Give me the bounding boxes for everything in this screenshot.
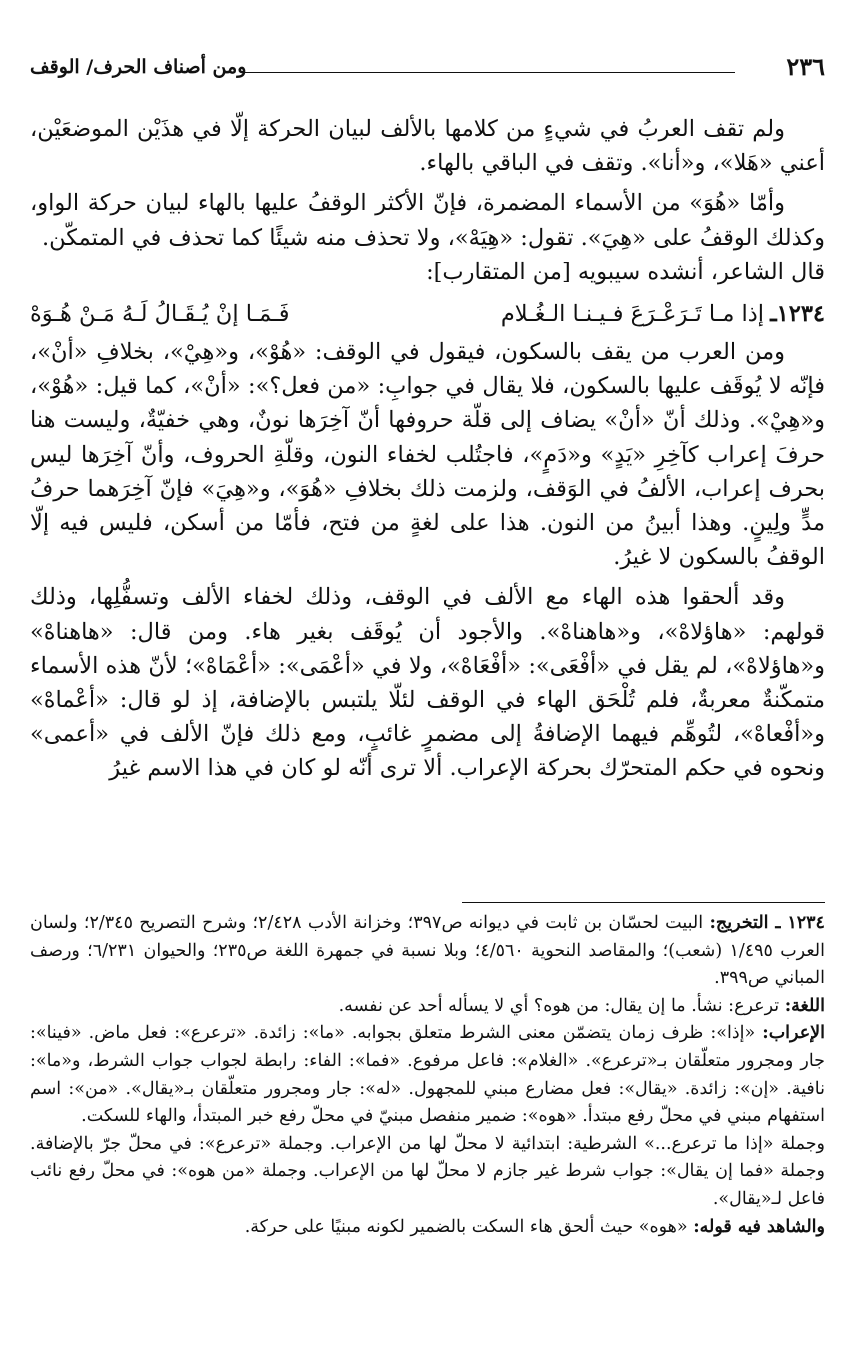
footnote-shahid	[30, 1214, 825, 1242]
footnote-jumla: وجملة «إذا ما ترعرع...» الشرطية: ابتدائية لا محلّ لها من الإعراب. وجملة «ترعرع»: في محلّ جرّ بالإضافة. وجملة «فما إن يقال»: جواب شرط غير جازم لا محلّ لها من الإعراب. وجملة «من هوه»: في محلّ رفع نائب فاعل لـ«يقال».	[30, 1133, 825, 1209]
takhrij-label: ١٢٣٤ ـ التخريج:	[709, 913, 825, 933]
footnote-rule	[462, 902, 825, 903]
lugha-text: ترعرع: نشأ. ما إن يقال: من هوه؟ أي لا يسأله أحد عن نفسه.	[338, 995, 780, 1016]
verse-number: ١٢٣٤ـ	[770, 301, 825, 328]
shahid-label: والشاهد فيه قوله:	[693, 1216, 825, 1237]
footnote-takhrij	[30, 910, 825, 993]
lugha-label: اللغة:	[784, 995, 825, 1016]
takhrij-text: البيت لحسّان بن ثابت في ديوانه ص٣٩٧؛ وخزانة الأدب ٢/٤٢٨؛ وشرح التصريح ٢/٣٤٥؛ ولسان العرب ١/٤٩٥ (شعب)؛ والمقاصد النحوية ٤/٥٦٠؛ وبلا نسبة في جمهرة اللغة ص٢٣٥؛ والحيوان ٦/٢٣١؛ ورصف المباني ص٣٩٩.	[30, 913, 825, 989]
poetry-verse	[30, 297, 825, 331]
verse-hemistich-2: فَـمَـا إنْ يُـقَـالُ لَـهُ مَـنْ هُـوَهْ	[30, 301, 290, 328]
paragraph-1: ولم تقف العربُ في شيءٍ من كلامها بالألف لبيان الحركة إلّا في هذَيْن الموضعَيْن، أعني «هَلا»، و«أنا». وتقف في الباقي بالهاء.	[30, 116, 825, 177]
irab-label: الإعراب:	[762, 1023, 825, 1044]
footnote-irab	[30, 1020, 825, 1130]
verse-hemistich-1: إذا مـا تَـرَعْـرَعَ فـيـنـا الـغُـلام	[500, 301, 765, 328]
footnote-lugha	[30, 993, 825, 1021]
paragraph-3: قال الشاعر، أنشده سيبويه [من المتقارب]:	[426, 258, 825, 285]
paragraph-4: ومن العرب من يقف بالسكون، فيقول في الوقف: «هُوْ»، و«هِيْ»، بخلافِ «أنْ»، فإنّه لا يُوقَف عليها بالسكون، فلا يقال في جوابِ: «من فعل؟»: «أنْ»، كما قيل: «هُوْ»، و«هِيْ». وذلك أنّ «أنْ» يضاف إلى قلّة حروفها أنّ آخِرَها نونٌ، وهي خفيّةٌ، وليست هنا حرفَ إعراب كآخِرِ «يَدٍ» و«دَمٍ»، فاجتُلب لخفاء النون، وقلّةِ الحروف، وأنّ آخِرَها ليس بحرف إعراب، الألفُ في الوَقف، ولزمت ذلك بخلافِ «هُوَ»، و«هِيَ» فإنّ آخِرَهما حرفُ مدٍّ ولِينٍ. وهذا أبينُ من النون. هذا على لغةٍ من فتح، فأمّا من أسكن، فليس فيه إلّا الوقفُ بالسكون لا غيرُ.	[30, 339, 825, 571]
main-text	[30, 112, 825, 786]
running-title: ومن أصناف الحرف/ الوقف	[30, 56, 247, 78]
header-rule	[242, 72, 735, 73]
footnotes	[30, 910, 825, 1241]
shahid-text: «هوه» حيث ألحق هاء السكت بالضمير لكونه مبنيًا على حركة.	[244, 1216, 688, 1237]
irab-text: «إذا»: ظرف زمان يتضمّن معنى الشرط متعلق بجوابه. «ما»: زائدة. «ترعرع»: فعل ماض. «فينا»: جار ومجرور متعلّقان بـ«ترعرع». «الغلام»: فاعل مرفوع. «فما»: الفاء: رابطة لجواب جواب الشرط، و«ما»: نافية. «إن»: زائدة. «يقال»: فعل مضارع مبني للمجهول. «له»: جار ومجرور متعلّقان بـ«يقال». «من»: اسم استفهام مبني في محلّ رفع مبتدأ. «هوه»: ضمير منفصل مبنيّ في محلّ رفع خبر المبتدأ، والهاء للسكت.	[30, 1023, 825, 1127]
paragraph-2: وأمّا «هُوَ» من الأسماء المضمرة، فإنّ الأكثر الوقفُ عليها بالهاء لبيان حركة الواو، وكذلك الوقفُ على «هِيَ». تقول: «هِيَهْ»، ولا تحذف منه شيئًا كما تحذف في المتمكّن.	[30, 190, 825, 251]
page-number: ٢٣٦	[786, 52, 825, 81]
paragraph-5: وقد ألحقوا هذه الهاء مع الألف في الوقف، وذلك لخفاء الألف وتسفُّلِها، وذلك قولهم: «هاؤلاهْ»، و«هاهناهْ». والأجود أن يُوقَف بغير هاء. ومن قال: «هاهناهْ» و«هاؤلاهْ»، لم يقل في «أفْعَى»: «أفْعَاهْ»، ولا في «أعْمَى»: «أعْمَاهْ»؛ لأنّ هذه الأسماء متمكّنةٌ معربةٌ، فلم تُلْحَق الهاء في الوقف لئلّا يلتبس بالإضافة، إذ لو قال: «أعْماهْ» و«أفْعاهْ»، لتُوهِّم فيهما الإضافةُ إلى مضمرٍ غائبٍ، ومع ذلك فإنّ الألف في «أعمى» ونحوه في حكم المتحرّك بحركة الإعراب. ألا ترى أنّه لو كان في هذا الاسم غيرُ	[30, 584, 825, 782]
page-header	[30, 52, 825, 86]
